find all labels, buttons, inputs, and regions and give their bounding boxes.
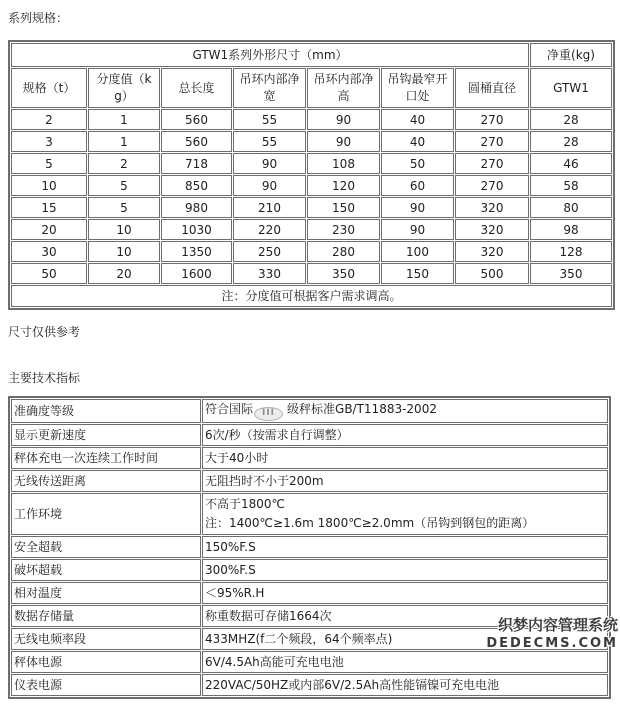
- tech-label-cell: 显示更新速度: [11, 424, 201, 446]
- tech-label-cell: 破坏超载: [11, 559, 201, 581]
- spec-data-cell: 80: [530, 197, 612, 218]
- spec-data-cell: 150: [307, 197, 380, 218]
- spec-data-cell: 28: [530, 109, 612, 130]
- spec-data-cell: 5: [88, 197, 160, 218]
- spec-data-row: [11, 131, 612, 152]
- spec-data-cell: 30: [11, 241, 87, 262]
- spec-data-cell: 40: [381, 131, 454, 152]
- tech-label-cell: 秤体充电一次连续工作时间: [11, 447, 201, 469]
- tech-label-cell: 准确度等级: [11, 399, 201, 423]
- spec-data-cell: 2: [88, 153, 160, 174]
- spec-column-header-2: 总长度: [161, 68, 232, 108]
- spec-data-cell: 150: [381, 263, 454, 284]
- spec-data-row: [11, 175, 612, 196]
- spec-data-cell: 210: [233, 197, 306, 218]
- spec-data-cell: 90: [381, 197, 454, 218]
- tech-value-cell: 433MHZ(f二个频段，64个频率点): [202, 628, 608, 650]
- spec-data-cell: 28: [530, 131, 612, 152]
- tech-label-cell: 秤体电源: [11, 651, 201, 673]
- tech-label-cell: 仪表电源: [11, 674, 201, 696]
- spec-data-cell: 270: [455, 131, 529, 152]
- spec-data-cell: 10: [88, 241, 160, 262]
- spec-data-cell: 270: [455, 109, 529, 130]
- spec-column-header-5: 吊钩最窄开口处: [381, 68, 454, 108]
- tech-row: [11, 493, 608, 535]
- spec-data-row: [11, 153, 612, 174]
- spec-data-cell: 560: [161, 131, 232, 152]
- spec-column-header-6: 圆桶直径: [455, 68, 529, 108]
- tech-label-cell: 工作环境: [11, 493, 201, 535]
- spec-data-cell: 320: [455, 219, 529, 240]
- tech-value-suffix: 级秤标准GB/T11883-2002: [287, 402, 437, 416]
- spec-data-row: [11, 263, 612, 284]
- spec-data-cell: 350: [307, 263, 380, 284]
- spec-data-cell: 220: [233, 219, 306, 240]
- spec-column-header-1: 分度值（kg）: [88, 68, 160, 108]
- spec-data-cell: 1350: [161, 241, 232, 262]
- spec-data-cell: 100: [381, 241, 454, 262]
- spec-header-weight-cell: 净重(kg): [530, 43, 612, 67]
- spec-data-cell: 1600: [161, 263, 232, 284]
- tech-row: [11, 536, 608, 558]
- spec-data-cell: 108: [307, 153, 380, 174]
- spec-data-cell: 250: [233, 241, 306, 262]
- tech-row: [11, 582, 608, 604]
- tech-row: [11, 447, 608, 469]
- spec-data-cell: 320: [455, 197, 529, 218]
- tech-value-cell: 150%F.S: [202, 536, 608, 558]
- spec-data-cell: 120: [307, 175, 380, 196]
- spec-data-cell: 55: [233, 109, 306, 130]
- spec-data-cell: 5: [88, 175, 160, 196]
- spec-data-row: [11, 197, 612, 218]
- spec-header-group-cell: GTW1系列外形尺寸（mm）: [11, 43, 529, 67]
- tech-label-cell: 无线传送距离: [11, 470, 201, 492]
- watermark-cms-name: 织梦内容管理系统: [497, 616, 618, 634]
- spec-column-header-0: 规格（t）: [11, 68, 87, 108]
- tech-table: [8, 396, 611, 699]
- watermark: [486, 616, 618, 652]
- spec-table: [8, 40, 615, 310]
- spec-data-cell: 20: [11, 219, 87, 240]
- tech-value-cell: [202, 493, 608, 535]
- spec-data-cell: 320: [455, 241, 529, 262]
- spec-data-cell: 1030: [161, 219, 232, 240]
- tech-row: [11, 424, 608, 446]
- spec-data-cell: 90: [307, 109, 380, 130]
- spec-data-cell: 58: [530, 175, 612, 196]
- spec-data-cell: 280: [307, 241, 380, 262]
- tech-value-cell: ＜95%R.H: [202, 582, 608, 604]
- spec-data-cell: 10: [11, 175, 87, 196]
- spec-data-row: [11, 241, 612, 262]
- spec-data-cell: 330: [233, 263, 306, 284]
- tech-row: [11, 470, 608, 492]
- spec-column-header-3: 吊环内部净宽: [233, 68, 306, 108]
- tech-value-cell: 大于40小时: [202, 447, 608, 469]
- oiml-class-symbol-icon: III: [254, 407, 283, 421]
- spec-data-cell: 2: [11, 109, 87, 130]
- tech-value-line: 不高于1800℃: [205, 497, 286, 511]
- spec-data-cell: 128: [530, 241, 612, 262]
- spec-data-cell: 90: [307, 131, 380, 152]
- tech-value-prefix: 符合国际: [205, 402, 254, 416]
- spec-header-columns-row: [11, 68, 612, 108]
- spec-data-cell: 10: [88, 219, 160, 240]
- spec-data-cell: 40: [381, 109, 454, 130]
- tech-label-cell: 安全超载: [11, 536, 201, 558]
- tech-value-cell: 6次/秒（按需求自行调整）: [202, 424, 608, 446]
- spec-data-cell: 718: [161, 153, 232, 174]
- spec-data-cell: 98: [530, 219, 612, 240]
- tech-label-cell: 数据存储量: [11, 605, 201, 627]
- tech-value-line: 注：1400℃≥1.6m 1800℃≥2.0mm（吊钩到钢包的距离）: [205, 516, 535, 530]
- tech-value-cell: 300%F.S: [202, 559, 608, 581]
- tech-value-cell: 6V/4.5Ah高能可充电电池: [202, 651, 608, 673]
- spec-data-cell: 3: [11, 131, 87, 152]
- tech-label-cell: 相对温度: [11, 582, 201, 604]
- dims-note: 尺寸仅供参考: [8, 325, 81, 339]
- spec-data-cell: 60: [381, 175, 454, 196]
- series-spec-title: 系列规格：: [8, 11, 69, 25]
- tech-row: [11, 559, 608, 581]
- spec-data-cell: 230: [307, 219, 380, 240]
- tech-label-cell: 无线电频率段: [11, 628, 201, 650]
- spec-data-cell: 270: [455, 153, 529, 174]
- spec-data-cell: 90: [233, 175, 306, 196]
- spec-data-cell: 55: [233, 131, 306, 152]
- spec-column-header-4: 吊环内部净高: [307, 68, 380, 108]
- spec-data-cell: 5: [11, 153, 87, 174]
- spec-data-cell: 50: [11, 263, 87, 284]
- spec-data-cell: 50: [381, 153, 454, 174]
- tech-value-cell: [202, 399, 608, 423]
- spec-data-cell: 270: [455, 175, 529, 196]
- spec-data-cell: 560: [161, 109, 232, 130]
- tech-value-cell: 220VAC/50HZ或内部6V/2.5Ah高性能镉镍可充电电池: [202, 674, 608, 696]
- tech-row: [11, 399, 608, 423]
- spec-data-cell: 1: [88, 131, 160, 152]
- spec-data-cell: 500: [455, 263, 529, 284]
- spec-data-cell: 1: [88, 109, 160, 130]
- spec-data-cell: 980: [161, 197, 232, 218]
- spec-data-row: [11, 109, 612, 130]
- tech-row: [11, 651, 608, 673]
- spec-data-cell: 850: [161, 175, 232, 196]
- spec-data-row: [11, 219, 612, 240]
- spec-header-group-row: [11, 43, 612, 67]
- spec-data-cell: 350: [530, 263, 612, 284]
- spec-column-header-7: GTW1: [530, 68, 612, 108]
- spec-data-cell: 90: [233, 153, 306, 174]
- tech-title: 主要技术指标: [8, 371, 81, 385]
- spec-note-row: [11, 285, 612, 307]
- tech-value-cell: 称重数据可存储1664次: [202, 605, 608, 627]
- spec-data-cell: 90: [381, 219, 454, 240]
- watermark-cms-domain: DEDECMS.COM: [486, 636, 618, 651]
- tech-value-cell: 无阻挡时不小于200m: [202, 470, 608, 492]
- tech-row: [11, 674, 608, 696]
- spec-data-cell: 46: [530, 153, 612, 174]
- spec-data-cell: 15: [11, 197, 87, 218]
- spec-data-cell: 20: [88, 263, 160, 284]
- spec-note-cell: 注：分度值可根据客户需求调高。: [11, 285, 612, 307]
